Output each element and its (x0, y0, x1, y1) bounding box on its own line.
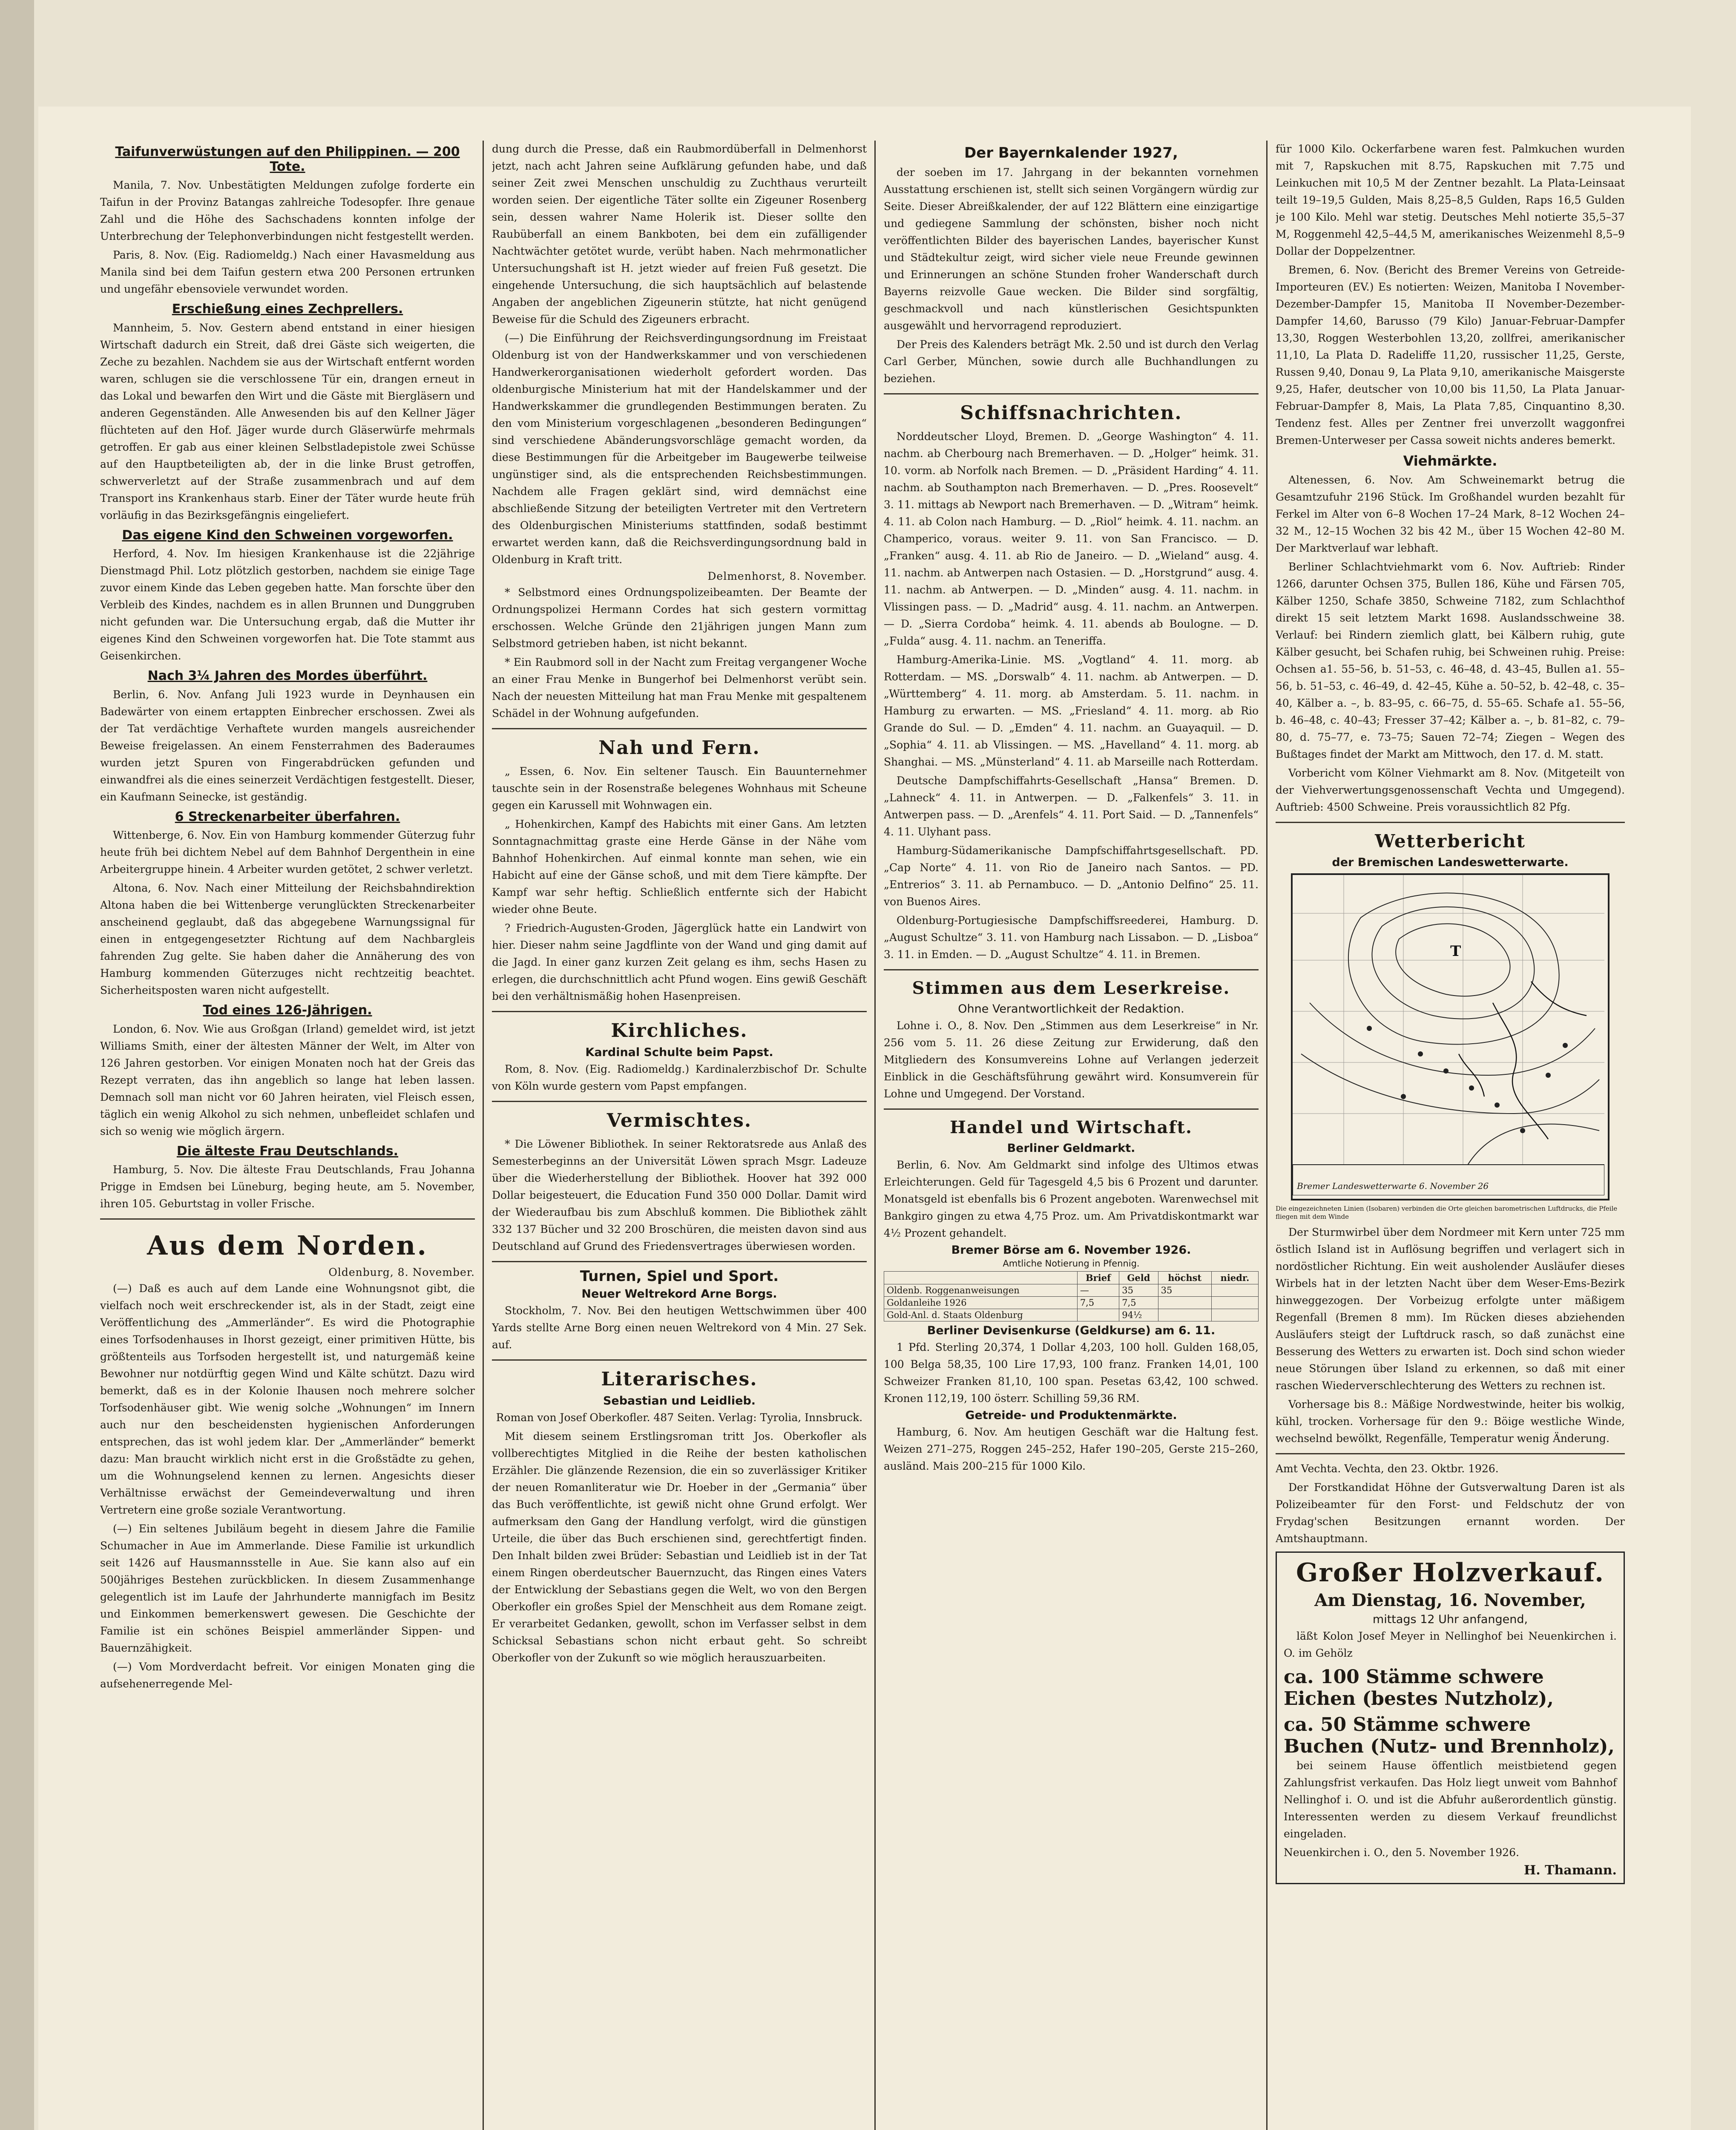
weather-map (1291, 873, 1610, 1200)
article-zechpreller: Mannheim, 5. Nov. Gestern abend entstand in einer hiesigen Wirtschaft dadurch ein Streit, daß drei Gäste sich weigerten, die Zeche zu bezahlen. Nachdem sie aus der Wirtschaft entfernt worden waren, schlugen sie die verschlossene Tür ein, drangen erneut in das Lokal und bewarfen den Wirt und die Gäste mit Biergläsern und anderen Gegenständen. Alle Anwesenden bis auf den Kellner Jäger flüchteten auf den Hof. Jäger wurde durch Gläserwürfe mehrmals getroffen. Er gab aus einer kleinen Selbstladepistole zwei Schüsse auf den Hauptbeteiligten ab, der in die linke Brust getroffen, schwerverletzt auf der Straße zusammenbrach und auf dem Transport ins Krankenhaus starb. Einer der Täter wurde heute früh vorläufig in das Bezirksgefängnis eingeliefert. (100, 321, 475, 521)
table-cell (1211, 1297, 1258, 1309)
table-cell (1211, 1284, 1258, 1297)
article-paris: Paris, 8. Nov. (Eig. Radiomeldg.) Nach einer Havasmeldung aus Manila sind bei dem Taifun gestern etwa 200 Personen ertrunken und ungefähr ebensoviele verwundet worden. (100, 249, 475, 295)
section-title-handel: Handel und Wirtschaft. (950, 1117, 1193, 1138)
article-bremen-getreide: Bremen, 6. Nov. (Bericht des Bremer Vereins von Getreide-Importeuren (EV.) Es notierten: Weizen, Manitoba I November-Dezember-Dampfer 15, Manitoba II November-Dezember-Dampfer 14,60, Barusso (79 Kilo) Januar-Februar-Dampfer 13,30, Roggen Westerbohlen 13,20, zollfrei, amerikanischer 11,10, La Plata D. Radeliffe 11,20, russischer 11,25, Gerste, Russen 9,40, Donau 9, La Plata 9,10, amerikanische Maisgerste 9,25, Hafer, deutscher von 10,00 bis 11,50, La Plata Januar-Februar-Dampfer 8, Mais, La Plata 7,85, Cinquantino 8,30. Tendenz fest. Alles per Zentner frei unverzollt waggonfrei Bremen-Unterweser per Cassa soweit nichts anderes bemerkt. (1276, 264, 1625, 446)
disclaimer: Ohne Verantwortlichkeit der Redaktion. (958, 1002, 1184, 1016)
svg-text:T: T (1450, 942, 1461, 960)
page-gutter (0, 0, 34, 2130)
shipping-hansa: Deutsche Dampfschiffahrts-Gesellschaft „Hansa“ Bremen. D. „Lahneck“ 4. 11. in Antwerpen. — D. „Falkenfels“ 3. 11. in Antwerpen pass. — D. „Arenfels“ 4. 11. Port Said. — D. „Tannenfels“ 4. 11. Ulyhant pass. (884, 774, 1259, 838)
headline-bayernkalender: Der Bayernkalender 1927, (964, 144, 1178, 161)
advert-time: mittags 12 Uhr anfangend, (1372, 1612, 1528, 1626)
article-taifun: Manila, 7. Nov. Unbestätigten Meldungen zufolge forderte ein Taifun in der Provinz Batangas zahlreiche Todesopfer. Ihre genaue Zahl und die Höhe des Sachschadens konnten infolge der Unterbrechung der Telephonverbindungen nicht festgestellt werden. (100, 179, 475, 242)
table-cell: 7,5 (1119, 1297, 1158, 1309)
article-raubmord: * Ein Raubmord soll in der Nacht zum Freitag vergangener Woche an einer Frau Menke in Bungerhof bei Delmenhorst verübt sein. Nach der neuesten Mitteilung hat man Frau Menke mit gespaltenem Schädel in der Wohnung aufgefunden. (492, 656, 867, 720)
article-mord: Berlin, 6. Nov. Anfang Juli 1923 wurde in Deynhausen ein Badewärter von einem ertappten Einbrecher erschossen. Zwei als der Tat verdächtige Verhaftete wurden mangels ausreichender Beweise freigelassen. An einem Fensterrahmen des Baderaumes wurden jetzt Spuren von Fingerabdrücken gefunden und einwandfrei als die eines seinerzeit Verdächtigen festgestellt. Dieser, ein Kaufmann Seinecke, ist geständig. (100, 688, 475, 803)
table-row (884, 1309, 1259, 1321)
section-rule (884, 1108, 1259, 1110)
article-mordverdacht: (—) Vom Mordverdacht befreit. Vor einigen Monaten ging die aufsehenerregende Mel- (100, 1661, 475, 1690)
article-essen: „ Essen, 6. Nov. Ein seltener Tausch. Ein Bauunternehmer tauschte sein in der Rosenstraße belegenes Wohnhaus mit Scheune gegen ein Karussell mit Wohnwagen ein. (492, 765, 867, 812)
advert-place-date: Neuenkirchen i. O., den 5. November 1926. (1284, 1846, 1519, 1859)
subhead-devisen: Berliner Devisenkurse (Geldkurse) am 6. 11. (927, 1324, 1216, 1338)
subhead-geldmarkt: Berliner Geldmarkt. (1007, 1142, 1135, 1155)
shipping-oldenburg-portugiesisch: Oldenburg-Portugiesische Dampfschiffsreederei, Hamburg. D. „August Schultze“ 3. 11. von Hamburg nach Lissabon. — D. „Lisboa“ 3. 11. in Emden. — D. „August Schultze“ 4. 11. in Bremen. (884, 914, 1259, 961)
article-mordverdacht-cont: dung durch die Presse, daß ein Raubmordüberfall in Delmenhorst jetzt, nach acht Jahren seine Aufklärung gefunden habe, und daß seiner Zeit zwei Menschen unschuldig zu Zuchthaus verurteilt worden seien. Der eigentliche Täter sollte ein Zigeuner Rosenberg sein, dessen wahrer Name Holerik ist. Dieser sollte den Raubüberfall an einem Bankboten, bei dem ein zufälligender Nachtwächter getötet wurde, verübt haben. Nach mehrmonatlicher Untersuchungshaft ist H. jetzt wieder auf freien Fuß gesetzt. Die eingehende Untersuchung, die sich hauptsächlich auf belastende Angaben der angeblichen Zigeunerin stützte, hat nicht genügend Beweise für die Schuld des Zigeuners erbracht. (492, 143, 867, 325)
column-1 (100, 141, 475, 2130)
weather-map-drawing (1293, 875, 1604, 1195)
article-kardinal: Rom, 8. Nov. (Eig. Radiomeldg.) Kardinalerzbischof Dr. Schulte von Köln wurde gestern vom Papst empfangen. (492, 1063, 867, 1092)
section-rule (1276, 1453, 1625, 1454)
advert-date: Am Dienstag, 16. November, (1314, 1590, 1586, 1610)
subhead-wetter: der Bremischen Landeswetterwarte. (1332, 855, 1569, 869)
table-cell (1158, 1309, 1211, 1321)
headline-zechpreller: Erschießung eines Zechprellers. (172, 302, 403, 317)
advert-title: Großer Holzverkauf. (1296, 1557, 1604, 1588)
section-rule (492, 728, 867, 729)
table-cell: Oldenb. Roggenanweisungen (884, 1284, 1078, 1297)
section-title-sport: Turnen, Spiel und Sport. (580, 1268, 779, 1285)
table-cell: — (1077, 1284, 1119, 1297)
column-2 (492, 141, 867, 2130)
advert-intro: läßt Kolon Josef Meyer in Nellinghof bei Neuenkirchen i. O. im Gehölz (1284, 1629, 1617, 1659)
headline-kind: Das eigene Kind den Schweinen vorgeworfen. (122, 527, 453, 543)
article-reichsverdingung: (—) Die Einführung der Reichsverdingungsordnung im Freistaat Oldenburg ist von der Handwerkskammer und von verschiedenen Handwerkerorganisationen wiederholt gefordert worden. Das oldenburgische Ministerium hat mit der Handelskammer und der Handwerkskammer die grundlegenden Bestimmungen beraten. Zu den vom Ministerium vorgeschlagenen „besonderen Bedingungen“ sind verschiedene Abänderungsvorschläge gemacht worden, da diese Bestimmungen für die Arbeitgeber im Baugewerbe teilweise ungünstiger sind, als die entsprechenden Reichsbestimmungen. Nachdem alle Fragen geklärt sind, wird demnächst eine abschließende Sitzung der beteiligten Vertreter mit den Vertretern des Oldenburgischen Ministeriums stattfinden, sodaß bestimmt erwartet werden kann, daß die Reichsverdingungsordnung bald in Oldenburg in Kraft tritt. (492, 332, 867, 566)
column-4 (1276, 141, 1625, 2130)
column-3 (884, 141, 1259, 2130)
article-kind: Herford, 4. Nov. Im hiesigen Krankenhause ist die 22jährige Dienstmagd Phil. Lotz plötzlich gestorben, nachdem sie einige Tage zuvor einem Kinde das Leben gegeben hatte. Man forschte über den Verbleib des Kindes, nachdem es in allen Brunnen und Dunggruben nicht gefunden war. Die Untersuchung ergab, daß die Mutter ihr eigenes Kind den Schweinen vorgeworfen hat. Die Tote stammt aus Geisenkirchen. (100, 547, 475, 662)
table-cell (1158, 1297, 1211, 1309)
table-cell: 35 (1158, 1284, 1211, 1297)
section-title-vermischtes: Vermischtes. (606, 1110, 752, 1131)
table-header: höchst (1158, 1272, 1211, 1284)
letter-lohne: Lohne i. O., 8. Nov. Den „Stimmen aus dem Leserkreise“ in Nr. 256 vom 5. 11. 26 diese Zeitung zur Erwiderung, daß den Mitgliedern des Konsumvereins Lohne auf Verlangen jederzeit Einblick in die Geschäftsführung gewährt wird. Konsumverein für Lohne und Umgegend. Der Vorstand. (884, 1019, 1259, 1100)
section-title-schiffsnachrichten: Schiffsnachrichten. (960, 402, 1182, 424)
section-title-viehmaerkte: Viehmärkte. (1403, 453, 1497, 469)
column-rule-1 (483, 141, 484, 2130)
map-caption: Bremer Landeswetterwarte 6. November 26 (1297, 1180, 1489, 1191)
section-rule (884, 393, 1259, 394)
table-cell: 35 (1119, 1284, 1158, 1297)
weather-report: Der Sturmwirbel über dem Nordmeer mit Kern unter 725 mm östlich Island ist in Auflösung begriffen und verlagert sich in nordöstlicher Richtung. Ein weit ausholender Ausläufer dieses Wirbels hat in der letzten Nacht über dem Weser-Ems-Bezirk hinweggezogen. Der Vorbeizug erfolgte unter mäßigem Regenfall (Bremen 8 mm). Im Rücken dieses abziehenden Ausläufers steigt der Luftdruck rasch, so daß zunächst eine Besserung des Wetters zu erwarten ist. Doch sind schon wieder neue Störungen über Island zu erkennen, so daß mit einer raschen Wiederverschlechterung des Wetters zu rechnen ist. (1276, 1226, 1625, 1392)
weather-forecast: Vorhersage bis 8.: Mäßige Nordwestwinde, heiter bis wolkig, kühl, trocken. Vorhersage für den 9.: Böige westliche Winde, wechselnd bewölkt, Regenfälle, Temperatur wenig Änderung. (1276, 1398, 1625, 1445)
article-selbstmord: * Selbstmord eines Ordnungspolizeibeamten. Der Beamte der Ordnungspolizei Hermann Cordes hat sich gestern vormittag erschossen. Welche Gründe den 21jährigen jungen Mann zum Selbstmord getrieben haben, ist nicht bekannt. (492, 586, 867, 650)
table-row (884, 1297, 1259, 1309)
article-getreide-cont: für 1000 Kilo. Ockerfarbene waren fest. Palmkuchen wurden mit 7, Rapskuchen mit 8.75, Rapskuchen mit 7.75 und Leinkuchen mit 10,5 M der Zentner bezahlt. La Plata-Leinsaat teilt 19–19,5 Gulden, Mais 8,25–8,5 Gulden, Raps 16,5 Gulden je 100 Kilo. Mehl war stetig. Deutsches Mehl notierte 35,5–37 M, Roggenmehl 42,5–44,5 M, amerikanisches Weizenmehl 8,5–9 Dollar der Doppelzentner. (1276, 143, 1625, 257)
subhead-kardinal: Kardinal Schulte beim Papst. (585, 1046, 773, 1059)
table-header-row (884, 1272, 1259, 1284)
column-rule-3 (1266, 141, 1268, 2130)
article-hohenkirchen: „ Hohenkirchen, Kampf des Habichts mit einer Gans. Am letzten Sonntagnachmittag graste eine Herde Gänse in der Nähe vom Bahnhof Hohenkirchen. Auf einmal konnte man sehen, wie ein Habicht auf eine der Gänse schoß, und mit dem Tiere kämpfte. Der Kampf war sehr heftig. Schließlich entfernte sich der Habicht wieder ohne Beute. (492, 818, 867, 915)
shipping-hapag: Hamburg-Amerika-Linie. MS. „Vogtland“ 4. 11. morg. ab Rotterdam. — MS. „Dorswalb“ 4. 11. nachm. ab Antwerpen. — D. „Württemberg“ 4. 11. morg. ab Amsterdam. 5. 11. nachm. in Hamburg zu erwarten. — MS. „Friesland“ 4. 11. morg. ab Rio Grande do Sul. — D. „Emden“ 4. 11. nachm. an Guayaquil. — D. „Sophia“ 4. 11. ab Vlissingen. — MS. „Havelland“ 4. 11. morg. ab Shanghai. — MS. „Münsterland“ 4. 11. ab Marseille nach Rotterdam. (884, 653, 1259, 769)
section-title-kirchliches: Kirchliches. (611, 1020, 748, 1042)
map-legend: Die eingezeichneten Linien (Isobaren) verbinden die Orte gleichen barometrischen Luftdrucks, die Pfeile fliegen mit dem Winde (1276, 1204, 1618, 1221)
table-cell: 94½ (1119, 1309, 1158, 1321)
subhead-getreide: Getreide- und Produktenmärkte. (965, 1409, 1177, 1422)
article-groden: ? Friedrich-Augusten-Groden, Jägerglück hatte ein Landwirt von hier. Dieser nahm seine Jagdflinte von der Wand und ging damit auf die Jagd. In einer ganz kurzen Zeit gelang es ihm, sechs Hasen zu erlegen, die durchschnittlich acht Pfund wogen. Eins gewiß Geschäft bei den verhältnismäßig hohen Hasenpreisen. (492, 922, 867, 1002)
article-altenessen: Altenessen, 6. Nov. Am Schweinemarkt betrug die Gesamtzufuhr 2196 Stück. Im Großhandel wurden bezahlt für Ferkel im Alter von 6–8 Wochen 17–24 Mark, 8–12 Wochen 24–32 M., 12–15 Wochen 32 bis 42 M., über 15 Wochen 42–80 M. Der Marktverlauf war lebhaft. (1276, 473, 1625, 554)
article-126: London, 6. Nov. Wie aus Großgan (Irland) gemeldet wird, ist jetzt Williams Smith, einer der ältesten Männer der Welt, im Alter von 126 Jahren gestorben. Vor einigen Monaten noch hat der Greis das Rezept verraten, das ihn angeblich so lange hat leben lassen. Demnach soll man nicht vor 60 Jahren heiraten, viel Fleisch essen, täglich ein wenig Alkohol zu sich nehmen, unbefleidet schlafen und sich so wenig wie möglich ärgern. (100, 1022, 475, 1137)
notice-vechta-header: Amt Vechta. Vechta, den 23. Oktbr. 1926. (1276, 1462, 1499, 1475)
section-rule (884, 969, 1259, 970)
section-title-norden: Aus dem Norden. (147, 1230, 428, 1261)
article-weltrekord: Stockholm, 7. Nov. Bei den heutigen Wettschwimmen über 400 Yards stellte Arne Borg einen neuen Weltrekord von 4 Min. 27 Sek. auf. (492, 1304, 867, 1351)
subhead-roman: Sebastian und Leidlieb. (603, 1394, 756, 1408)
article-bayernkalender: der soeben im 17. Jahrgang in der bekannten vornehmen Ausstattung erschienen ist, stellt sich seinen Vorgängern würdig zur Seite. Dieser Abreißkalender, der auf 122 Blättern eine einzigartige und gediegene Sammlung der schönsten, bisher noch nicht veröffentlichten Bilder des bayerischen Landes, bayerischer Kunst und Städtekultur zeigt, wird sicher viele neue Freunde gewinnen und Erinnerungen an schöne Stunden froher Wanderschaft durch Bayerns reizvolle Gaue wecken. Die Bilder sind sorgfältig, geschmackvoll und nach künstlerischen Gesichtspunkten ausgewählt und hervorragend reproduziert. (884, 166, 1259, 332)
dateline-oldenburg: Oldenburg, 8. November. (328, 1266, 475, 1278)
advert-body: bei seinem Hause öffentlich meistbietend gegen Zahlungsfrist verkaufen. Das Holz liegt unweit vom Bahnhof Nellinghof i. O. und ist die Abfuhr außerordentlich günstig. Interessenten werden zu diesem Verkauf freundlichst eingeladen. (1284, 1759, 1617, 1840)
advert-lot-eichen: ca. 100 Stämme schwere Eichen (bestes Nutzholz), (1284, 1666, 1554, 1710)
section-rule (100, 1218, 475, 1220)
section-rule (492, 1261, 867, 1262)
article-geldmarkt: Berlin, 6. Nov. Am Geldmarkt sind infolge des Ultimos etwas Erleichterungen. Geld für Tagesgeld 4,5 bis 6 Prozent und darunter. Monatsgeld ist ebenfalls bis 6 Prozent angeboten. Warenwechsel mit Bankgiro gingen zu etwa 4,75 Proz. um. Am Privatdiskontmarkt war 4½ Prozent gehandelt. (884, 1159, 1259, 1240)
article-devisen: 1 Pfd. Sterling 20,374, 1 Dollar 4,203, 100 holl. Gulden 168,05, 100 Belga 58,35, 100 Lire 17,93, 100 franz. Franken 14,01, 100 Schweizer Franken 81,10, 100 span. Pesetas 63,42, 100 schwed. Kronen 112,19, 100 österr. Schilling 59,36 RM. (884, 1341, 1259, 1405)
article-aelteste-frau: Hamburg, 5. Nov. Die älteste Frau Deutschlands, Frau Johanna Prigge in Emdsen bei Lüneburg, beging heute, am 5. November, ihren 105. Geburtstag in voller Frische. (100, 1163, 475, 1210)
article-berlin-vieh: Berliner Schlachtviehmarkt vom 6. Nov. Auftrieb: Rinder 1266, darunter Ochsen 375, Bullen 186, Kühe und Färsen 705, Kälber 1250, Schafe 3850, Schweine 7182, zum Schlachthof direkt 15 seit letztem Markt 1698. Auslandsschweine 38. Verlauf: bei Rindern ziemlich glatt, bei Kälbern ruhig, gute Kälber gesucht, bei Schafen ruhig, bei Schweinen ruhig. Preise: Ochsen a1. 55–56, b. 51–53, c. 46–48, d. 43–45, Bullen a1. 55–56, b. 51–53, c. 46–49, d. 42–45, Kühe a. 50–52, b. 42–48, c. 35–40, Kälber a. –, b. 83–95, c. 66–75, d. 55–65. Schafe a1. 55–56, b. 46–48, c. 40–43; Fresser 37–42; Kälber a. –, b. 81–82, c. 79–80, d. 75–77, e. 73–75; Sauen 72–74; Ziegen – Wegen des Bußtages findet der Markt am Mittwoch, den 17. d. M. statt. (1276, 560, 1625, 760)
headline-streckenarbeiter: 6 Streckenarbeiter überfahren. (175, 809, 400, 824)
section-rule (492, 1359, 867, 1361)
headline-mord: Nach 3¼ Jahren des Mordes überführt. (147, 668, 428, 683)
table-row (884, 1284, 1259, 1297)
section-rule (492, 1101, 867, 1102)
article-jubilaeum: (—) Ein seltenes Jubiläum begeht in diesem Jahre die Familie Schumacher in Aue im Ammerlande. Diese Familie ist urkundlich seit 1426 auf Hausmannsstelle in Aue. Sie kann also auf ein 500jähriges Bestehen zurückblicken. In diesem Zusammenhange gelegentlich ist im Laufe der Jahrhunderte mannigfach im Besitz und Einkommen bemerkenswert gewesen. Die Geschichte der Familie ist ein schönes Beispiel ammerländer Sippen- und Bauernzähigkeit. (100, 1523, 475, 1654)
article-bayernkalender-price: Der Preis des Kalenders beträgt Mk. 2.50 und ist durch den Verlag Carl Gerber, München, sowie durch alle Buchhandlungen zu beziehen. (884, 338, 1259, 385)
shipping-lloyd: Norddeutscher Lloyd, Bremen. D. „George Washington“ 4. 11. nachm. ab Cherbourg nach Bremerhaven. — D. „Holger“ heimk. 31. 10. vorm. ab Norfolk nach Bremen. — D. „Präsident Harding“ 4. 11. nachm. ab Southampton nach Bremerhaven. — D. „Pres. Roosevelt“ 3. 11. mittags ab Newport nach Bremerhaven. — D. „Witram“ heimk. 4. 11. ab Colon nach Hamburg. — D. „Riol“ heimk. 4. 11. nachm. an Champerico, voraus. weiter 9. 11. von San Francisco. — D. „Franken“ ausg. 4. 11. ab Rio de Janeiro. — D. „Wieland“ ausg. 4. 11. nachm. ab Antwerpen nach Ostasien. — D. „Horstgrund“ ausg. 4. 11. nachm. ab Antwerpen. — D. „Minden“ ausg. 4. 11. nachm. in Vlissingen pass. — D. „Madrid“ ausg. 4. 11. nachm. an Antwerpen. — D. „Sierra Cordoba“ heimk. 4. 11. abends ab Boulogne. — D. „Fulda“ ausg. 4. 11. nachm. an Teneriffa. (884, 430, 1259, 648)
advert-holzverkauf (1276, 1551, 1625, 1884)
section-title-literarisches: Literarisches. (601, 1368, 758, 1390)
table-cell: Goldanleihe 1926 (884, 1297, 1078, 1309)
table-cell: 7,5 (1077, 1297, 1119, 1309)
table-note: Amtliche Notierung in Pfennig. (1003, 1258, 1140, 1269)
dateline-delmenhorst: Delmenhorst, 8. November. (707, 570, 867, 582)
section-rule (1276, 822, 1625, 823)
subhead-weltrekord: Neuer Weltrekord Arne Borgs. (581, 1287, 777, 1301)
table-header (884, 1272, 1078, 1284)
article-bibliothek: * Die Löwener Bibliothek. In seiner Rektoratsrede aus Anlaß des Semesterbeginns an der Universität Löwen sprach Msgr. Ladeuze über die Wiederherstellung der Bibliothek. Hoover hat 392 000 Dollar beigesteuert, die Education Fund 350 000 Dollar. Damit wird der Wiederaufbau bis zum Abschluß kommen. Die Bibliothek zählt 332 137 Bücher und 32 200 Broschüren, die meisten davon sind aus Deutschland auf Grund des Friedensvertrages überwiesen worden. (492, 1138, 867, 1252)
article-getreide: Hamburg, 6. Nov. Am heutigen Geschäft war die Haltung fest. Weizen 271–275, Roggen 245–252, Hafer 190–205, Gerste 215–260, ausländ. Mais 200–215 für 1000 Kilo. (884, 1426, 1259, 1473)
headline-aelteste-frau: Die älteste Frau Deutschlands. (176, 1143, 399, 1159)
table-cell (1077, 1309, 1119, 1321)
table-header: Brief (1077, 1272, 1119, 1284)
section-title-nah-fern: Nah und Fern. (598, 737, 760, 759)
section-rule (492, 1011, 867, 1012)
article-wohnungsnot: (—) Daß es auch auf dem Lande eine Wohnungsnot gibt, die vielfach noch weit erschreckender ist, als in der Stadt, zeigt eine Veröffentlichung des „Ammerländer“. Es wird die Photographie eines Torfsodenhauses in Ihorst gezeigt, einer primitiven Hütte, bis größtenteils aus Torfsoden hergestellt ist, und naturgemäß keine Bewohner nur notdürftig gegen Wind und Kälte schützt. Dazu wird bemerkt, daß es in der Kolonie Ihausen noch mehrere solcher Torfsodenhäuser gibt. Wie wenig solche „Wohnungen“ im Innern auch nur den bescheidensten hygienischen Anforderungen entsprechen, das ist wohl jedem klar. Der „Ammerländer“ bemerkt dazu: Man braucht wirklich nicht erst in die Großstädte zu gehen, um die Wohnungselend kennen zu lernen. Angesichts dieser Verhältnisse erwächst der Gemeindeverwaltung und ihren Vertretern eine große soziale Verantwortung. (100, 1282, 475, 1516)
table-cell: Gold-Anl. d. Staats Oldenburg (884, 1309, 1078, 1321)
section-title-leserkreise: Stimmen aus dem Leserkreise. (912, 978, 1230, 999)
headline-taifun: Taifunverwüstungen auf den Philippinen. — 200 Tote. (115, 144, 460, 174)
column-rule-2 (874, 141, 876, 2130)
shipping-hamburg-sued: Hamburg-Südamerikanische Dampfschiffahrtsgesellschaft. PD. „Cap Norte“ 4. 11. von Rio de Janeiro nach Santos. — PD. „Entrerios“ 3. 11. ab Pernambuco. — D. „Antonio Delfino“ 25. 11. von Buenos Aires. (884, 844, 1259, 908)
article-altona: Altona, 6. Nov. Nach einer Mitteilung der Reichsbahndirektion Altona haben die bei Wittenberge verunglückten Streckenarbeiter anscheinend geglaubt, daß das abgegebene Warnungssignal für einen in entgegengesetzter Richtung auf dem Nachbargleis fahrenden Zug gelte. Sie haben daher die Annäherung des von Hamburg kommenden Güterzuges nicht rechtzeitig beachtet. Sicherheitsposten waren nicht aufgestellt. (100, 882, 475, 996)
subhead-boerse: Bremer Börse am 6. November 1926. (951, 1243, 1191, 1257)
headline-126: Tod eines 126-Jährigen. (203, 1003, 372, 1018)
article-wittenberge: Wittenberge, 6. Nov. Ein von Hamburg kommender Güterzug fuhr heute früh bei dichtem Nebel auf dem Bahnhof Dergenthein in eine Arbeitergruppe hinein. 4 Arbeiter wurden getötet, 2 schwer verletzt. (100, 829, 475, 875)
section-title-wetter: Wetterbericht (1375, 830, 1526, 852)
advert-lot-buchen: ca. 50 Stämme schwere Buchen (Nutz- und Brennholz), (1284, 1713, 1615, 1757)
article-review: Mit diesem seinem Erstlingsroman tritt Jos. Oberkofler als vollberechtigtes Mitglied in die Reihe der besten katholischen Erzähler. Die glänzende Rezension, die ein so zuverlässiger Kritiker der neuen Romanliteratur wie Dr. Hoeber in der „Germania“ über das Buch veröffentlichte, ist gewiß nicht ohne Grund erfolgt. Wer aufmerksam den Gang der Handlung verfolgt, wird die günstigen Urteile, die über das Buch erschienen sind, gerechtfertigt finden. Den Inhalt bilden zwei Brüder: Sebastian und Leidlieb ist in der Tat einem Ringen oberdeutscher Bauernzucht, das Ringen eines Vaters der Entwicklung der Sebastians gegen die Welt, wo von den Bergen Oberkofler ein großes Spiel der Menschheit aus dem Romane zeigt. Er verarbeitet Gedanken, gewollt, schon im Verfasser selbst in dem Schicksal Sebastians schon nicht erbaut geht. So schreibt Oberkofler von der Zukunft so wie möglich herauszuarbeiten. (492, 1430, 867, 1664)
boerse-table (884, 1271, 1259, 1321)
table-header: niedr. (1211, 1272, 1258, 1284)
advert-signature: H. Thamann. (1523, 1862, 1617, 1878)
article-koeln-vieh: Vorbericht vom Kölner Viehmarkt am 8. Nov. (Mitgeteilt von der Viehverwertungsgenossenschaft Vechta und Umgegend). Auftrieb: 4500 Schweine. Preis voraussichtlich 82 Pfg. (1276, 766, 1625, 813)
table-header: Geld (1119, 1272, 1158, 1284)
book-info: Roman von Josef Oberkofler. 487 Seiten. Verlag: Tyrolia, Innsbruck. (496, 1411, 863, 1424)
table-cell (1211, 1309, 1258, 1321)
notice-vechta: Der Forstkandidat Höhne der Gutsverwaltung Daren ist als Polizeibeamter für den Forst- und Feldschutz der von Frydag'schen Besitzungen ernannt worden. Der Amtshauptmann. (1276, 1481, 1625, 1545)
